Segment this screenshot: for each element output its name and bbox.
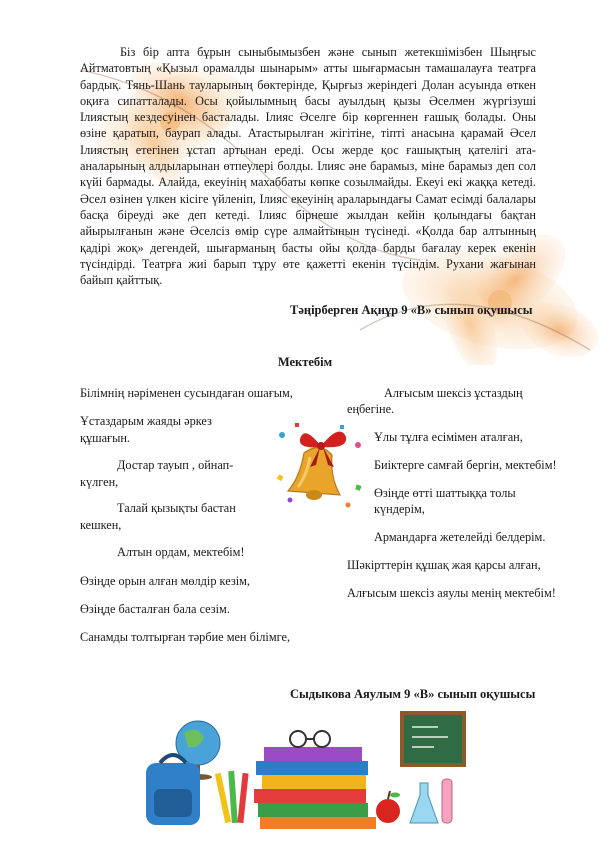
poem-left-line: Достар тауып , ойнап- (117, 458, 234, 472)
flasks (410, 779, 452, 823)
school-bell-icon (270, 415, 370, 515)
glasses (290, 731, 330, 747)
backpack (146, 755, 200, 825)
poem-right-line: Биіктерге самғай бергін, мектебім! (374, 458, 557, 472)
poem-title: Мектебім (277, 355, 333, 369)
chalkboard (400, 711, 466, 767)
article-signature: Тәңірберген Ақнұр 9 «В» сынып оқушысы (290, 303, 533, 317)
pencils (215, 771, 249, 823)
poem-left-line: Талай қызықты бастан (117, 501, 236, 515)
bell-body (288, 447, 340, 500)
school-supplies-illustration (138, 703, 472, 833)
poem-left-line: күлген, (80, 475, 119, 489)
poem-right-line: еңбегіне. (347, 402, 395, 416)
poem-left-line: құшағын. (80, 431, 131, 445)
poem-right-line: Армандарға жетелейді белдерім. (374, 530, 546, 544)
poem-left-line: Алтын ордам, мектебім! (117, 545, 245, 559)
poem-left-line: Өзіңде басталған бала сезім. (80, 602, 230, 616)
poem-right-line: Өзіңде өтті шаттыққа толы (374, 486, 516, 500)
apple (376, 791, 400, 823)
book-stack (254, 747, 376, 829)
poem-left-line: кешкен, (80, 518, 122, 532)
poem-left-line: Өзіңде орын алған мөлдір кезім, (80, 574, 250, 588)
poem-left-line: Санамды толтырған тәрбие мен білімге, (80, 630, 291, 644)
poem-right-line: Алғысым шексіз ұстаздың (384, 386, 523, 400)
poem-right-line: Шәкірттерін құшақ жая қарсы алған, (347, 558, 541, 572)
poem-left-line: Білімнің нәріменен сусындаған ошағым, (80, 386, 293, 400)
poem-left-line: Ұстаздарым жаяды әркез (80, 414, 212, 428)
poem-right-line: күндерім, (374, 502, 425, 516)
article-text: Біз бір апта бұрын сыныбымызбен және сынып жетекшімізбен Шыңғыс Айтматовтың «Қызыл орамалды шынарым» атты шығармасын тамашалауға театрға бардық. Тянь-Шань тауларының бөктерінде, Қырғыз жеріндегі Долан асуында өткен оқиға сипатталады. Осы қойылымның басы ауылдың қызы Әселмен жүргізуші Ілиястың кездесуінен басталады. Ілияс Әселге бір көргеннен ғашық болады. Оны өзіне қаратып, баурап алады. Атастырылған жігітіне, тіпті анасына қарамай Әсел Ілиястың етегінен ұстап артынан ереді. Осы жерде қос ғашықтың қателігі ата-аналарының алдыларынан өтпеулері болды. Ілияс әне барамыз, міне барамыз деп сол күйі бармады. Алайда, екеуінің махаббаты көпке созылмайды. Екеуі екі жаққа кетеді. Әсел өзінен үлкен кісіге үйленіп, Ілияс екеуінің араларындағы Самат есімді балалары басқа біреуді әке деп кетеді. Ілияс бірнеше жылдан кейін қолындағы бақтан айырылғанын және Әселсіз өмір сүре алмайтынын түсінеді. «Қолда бар алтынның қадірі жоқ» дегендей, шығарманың басты ойы қолда барды бағалау керек екенін түсіндірді. Театрға жиі барып тұру өте қажетті екенін түсіндім. Рухани жағынан байып қайттық. (80, 45, 536, 288)
poem-right-line: Ұлы тұлға есімімен аталған, (374, 430, 523, 444)
poem-right-line: Алғысым шексіз аяулы менің мектебім! (347, 586, 556, 600)
poem-signature: Сыдыкова Аяулым 9 «В» сынып оқушысы (290, 687, 536, 701)
